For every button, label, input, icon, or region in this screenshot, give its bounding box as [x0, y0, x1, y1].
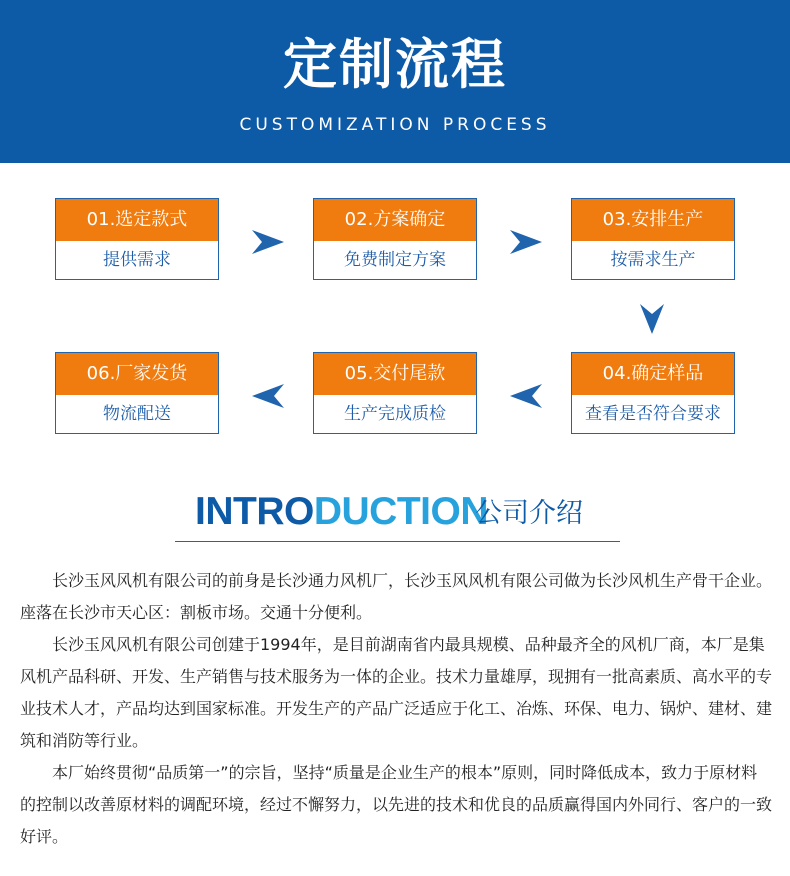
step-description: 生产完成质检: [344, 404, 446, 424]
step-title: 05.交付尾款: [314, 353, 476, 395]
arrow-left-icon: [250, 382, 286, 410]
intro-heading-cn: 公司介绍: [475, 498, 583, 529]
intro-heading: [175, 487, 620, 542]
arrow-down-icon: [638, 302, 666, 336]
step-card-03: [571, 198, 735, 280]
intro-paragraph: 长沙玉风风机有限公司创建于1994年，是目前湖南省内最具规模、品种最齐全的风机厂商，本厂是集风机产品科研、开发、生产销售与技术服务为一体的企业。技术力量雄厚，现拥有一批高素质、高水平的专业技术人才，产品均达到国家标准。开发生产的产品广泛适应于化工、冶炼、环保、电力、锅炉、建材、建筑和消防等行业。: [20, 635, 773, 750]
step-description: 提供需求: [103, 250, 171, 270]
banner-title: 定制流程: [283, 33, 507, 96]
step-description: 查看是否符合要求: [585, 404, 721, 424]
step-title: 04.确定样品: [572, 353, 734, 395]
step-card-06: [55, 352, 219, 434]
arrow-right-icon: [250, 228, 286, 256]
step-card-04: [571, 352, 735, 434]
banner-subtitle: CUSTOMIZATION PROCESS: [239, 115, 551, 135]
arrow-right-icon: [508, 228, 544, 256]
header-banner: [0, 0, 790, 163]
step-description: 物流配送: [103, 404, 171, 424]
step-title: 02.方案确定: [314, 199, 476, 241]
intro-paragraph: 本厂始终贯彻“品质第一”的宗旨，坚持“质量是企业生产的根本”原则，同时降低成本，致力于原材料的控制以改善原材料的调配环境，经过不懈努力，以先进的技术和优良的品质赢得国内外同行、客户的一致好评。: [20, 763, 773, 846]
step-title: 01.选定款式: [56, 199, 218, 241]
intro-heading-en: INTRODUCTION: [195, 490, 488, 533]
step-description: 免费制定方案: [344, 250, 446, 270]
step-description: 按需求生产: [610, 250, 696, 270]
step-card-05: [313, 352, 477, 434]
step-card-02: [313, 198, 477, 280]
arrow-left-icon: [508, 382, 544, 410]
step-title: 06.厂家发货: [56, 353, 218, 395]
step-card-01: [55, 198, 219, 280]
company-intro-text: [20, 565, 772, 853]
step-title: 03.安排生产: [572, 199, 734, 241]
intro-paragraph: 长沙玉风风机有限公司的前身是长沙通力风机厂，长沙玉风风机有限公司做为长沙风机生产骨干企业。座落在长沙市天心区：割板市场。交通十分便利。: [20, 571, 773, 622]
